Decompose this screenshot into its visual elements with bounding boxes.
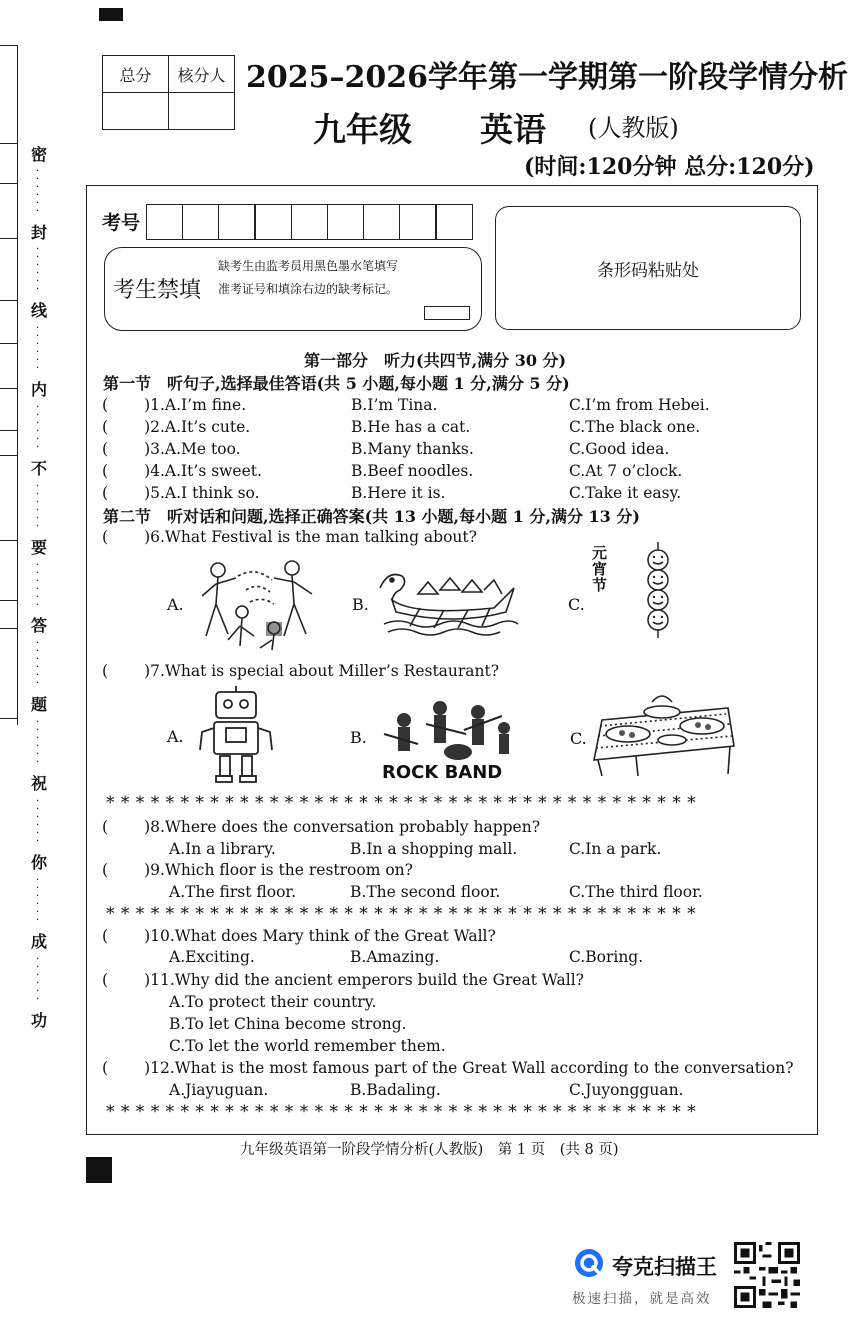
total-score-field[interactable] [103, 93, 169, 130]
question-12: ( )12.What is the most famous part of the Great Wall according to the conversation? [102, 1059, 794, 1077]
option-b: B.Badaling. [350, 1081, 441, 1099]
question-11: ( )11.Why did the ancient emperors build the Great Wall? [102, 971, 584, 989]
lantern-festival-picture[interactable] [590, 540, 682, 640]
seal-char: 密 [30, 145, 47, 164]
option-c: C.At 7 o’clock. [569, 462, 683, 480]
option-a-label: A. [167, 595, 184, 614]
page-footer: 九年级英语第一阶段学情分析(人教版) 第 1 页 (共 8 页) [240, 1142, 619, 1158]
subject-label: 英语 [480, 110, 546, 149]
checker-label: 核分人 [169, 56, 235, 93]
option-c: C.I’m from Hebei. [569, 396, 710, 414]
seal-char: 封 [30, 223, 47, 242]
option-c: C.In a park. [569, 840, 662, 858]
answer-paren[interactable]: ( ) [102, 927, 151, 945]
option-b: B.To let China become strong. [169, 1015, 407, 1033]
barcode-label: 条形码粘贴处 [597, 261, 699, 281]
rock-band-picture[interactable] [374, 694, 524, 786]
option-c: C.The black one. [569, 418, 701, 436]
absence-mark-box[interactable] [424, 306, 470, 320]
section1-title: 第一节 听句子,选择最佳答语(共 5 小题,每小题 1 分,满分 5 分) [103, 374, 570, 393]
option-a: A.Exciting. [169, 948, 255, 966]
absence-note: 缺考生由监考员用黑色墨水笔填写准考证号和填涂右边的缺考标记。 [218, 259, 399, 296]
question-9: ( )9.Which floor is the restroom on? [102, 861, 413, 879]
option-b-label: B. [350, 728, 367, 747]
edition-label: (人教版) [588, 114, 679, 142]
seal-char: 功 [30, 1011, 47, 1030]
option-b: B.Amazing. [350, 948, 440, 966]
option-c: C.To let the world remember them. [169, 1037, 446, 1055]
separator-stars: **************************************** [106, 904, 702, 924]
exam-title: 2025–2026学年第一学期第一阶段学情分析 [246, 60, 848, 95]
seal-char: 线 [30, 301, 47, 320]
answer-paren[interactable]: ( ) [102, 971, 151, 989]
time-info: (时间:120分钟 总分:120分) [524, 154, 815, 180]
lantern-festival-text-1: 元 [592, 544, 608, 562]
answer-paren[interactable]: ( ) [102, 418, 151, 436]
option-b: B.Here it is. [351, 484, 446, 502]
food-table-picture[interactable] [592, 686, 738, 778]
rock-band-text: ROCK BAND [382, 762, 503, 783]
section2-title: 第二节 听对话和问题,选择正确答案(共 13 小题,每小题 1 分,满分 13 分) [103, 507, 640, 526]
lantern-festival-text-2: 宵 [592, 560, 608, 578]
answer-paren[interactable]: ( ) [102, 440, 151, 458]
option-c-label: C. [568, 595, 585, 614]
question-8: ( )8.Where does the conversation probably happen? [102, 818, 541, 836]
list-item: ( )5.A.I think so. [102, 484, 260, 502]
qr-code-icon[interactable] [734, 1242, 800, 1308]
option-a: A.In a library. [169, 840, 276, 858]
option-c: C.Boring. [569, 948, 644, 966]
option-b: B.Beef noodles. [351, 462, 474, 480]
option-c-label: C. [570, 729, 587, 748]
option-a-label: A. [167, 727, 184, 746]
list-item: ( )2.A.It’s cute. [102, 418, 251, 436]
answer-paren[interactable]: ( ) [102, 662, 151, 680]
list-item: ( )1.A.I’m fine. [102, 396, 247, 414]
candidate-forbidden-title: 考生禁填 [113, 278, 202, 303]
exam-number-boxes[interactable] [147, 204, 473, 240]
grade-label: 九年级 [313, 110, 412, 149]
exam-number-label: 考号 [102, 212, 141, 234]
answer-paren[interactable]: ( ) [102, 484, 151, 502]
alignment-mark-bottom [86, 1157, 112, 1183]
question-7: ( )7.What is special about Miller’s Restaurant? [102, 662, 500, 680]
option-c: C.Take it easy. [569, 484, 682, 502]
alignment-mark-top [99, 8, 123, 21]
option-b: B.Many thanks. [351, 440, 474, 458]
water-splashing-festival-picture[interactable] [188, 556, 324, 652]
seal-char: 内 [30, 380, 47, 399]
seal-char: 你 [30, 853, 47, 872]
dragon-boat-picture[interactable] [374, 568, 520, 638]
seal-char: 成 [30, 932, 47, 951]
answer-paren[interactable]: ( ) [102, 861, 151, 879]
option-b: B.In a shopping mall. [350, 840, 518, 858]
checker-field[interactable] [169, 93, 235, 130]
answer-paren[interactable]: ( ) [102, 396, 151, 414]
lantern-festival-text-3: 节 [592, 576, 608, 594]
list-item: ( )3.A.Me too. [102, 440, 241, 458]
option-b: B.He has a cat. [351, 418, 471, 436]
option-b-label: B. [352, 595, 369, 614]
seal-char: 题 [30, 695, 47, 714]
scanner-brand: 夸克扫描王 [612, 1255, 717, 1279]
total-score-label: 总分 [103, 56, 169, 93]
option-a: A.The first floor. [169, 883, 297, 901]
scanner-slogan: 极速扫描，就是高效 [572, 1291, 712, 1307]
option-b: B.The second floor. [350, 883, 501, 901]
separator-stars: **************************************** [106, 1102, 702, 1122]
robot-picture[interactable] [196, 686, 276, 784]
option-c: C.Good idea. [569, 440, 670, 458]
list-item: ( )4.A.It’s sweet. [102, 462, 262, 480]
answer-paren[interactable]: ( ) [102, 818, 151, 836]
score-table [102, 55, 235, 130]
option-a: A.Jiayuguan. [169, 1081, 269, 1099]
option-b: B.I’m Tina. [351, 396, 438, 414]
part1-title: 第一部分 听力(共四节,满分 30 分) [304, 351, 567, 370]
option-c: C.Juyongguan. [569, 1081, 684, 1099]
separator-stars: **************************************** [106, 793, 702, 813]
scanner-logo-icon [573, 1247, 605, 1279]
answer-paren[interactable]: ( ) [102, 528, 151, 546]
seal-char: 答 [30, 616, 47, 635]
option-a: A.To protect their country. [169, 993, 377, 1011]
seal-char: 祝 [30, 774, 47, 793]
question-6: ( )6.What Festival is the man talking about? [102, 528, 477, 546]
seal-char: 要 [30, 538, 47, 557]
answer-paren[interactable]: ( ) [102, 1059, 151, 1077]
option-c: C.The third floor. [569, 883, 703, 901]
answer-paren[interactable]: ( ) [102, 462, 151, 480]
question-10: ( )10.What does Mary think of the Great Wall? [102, 927, 496, 945]
seal-char: 不 [30, 459, 47, 478]
